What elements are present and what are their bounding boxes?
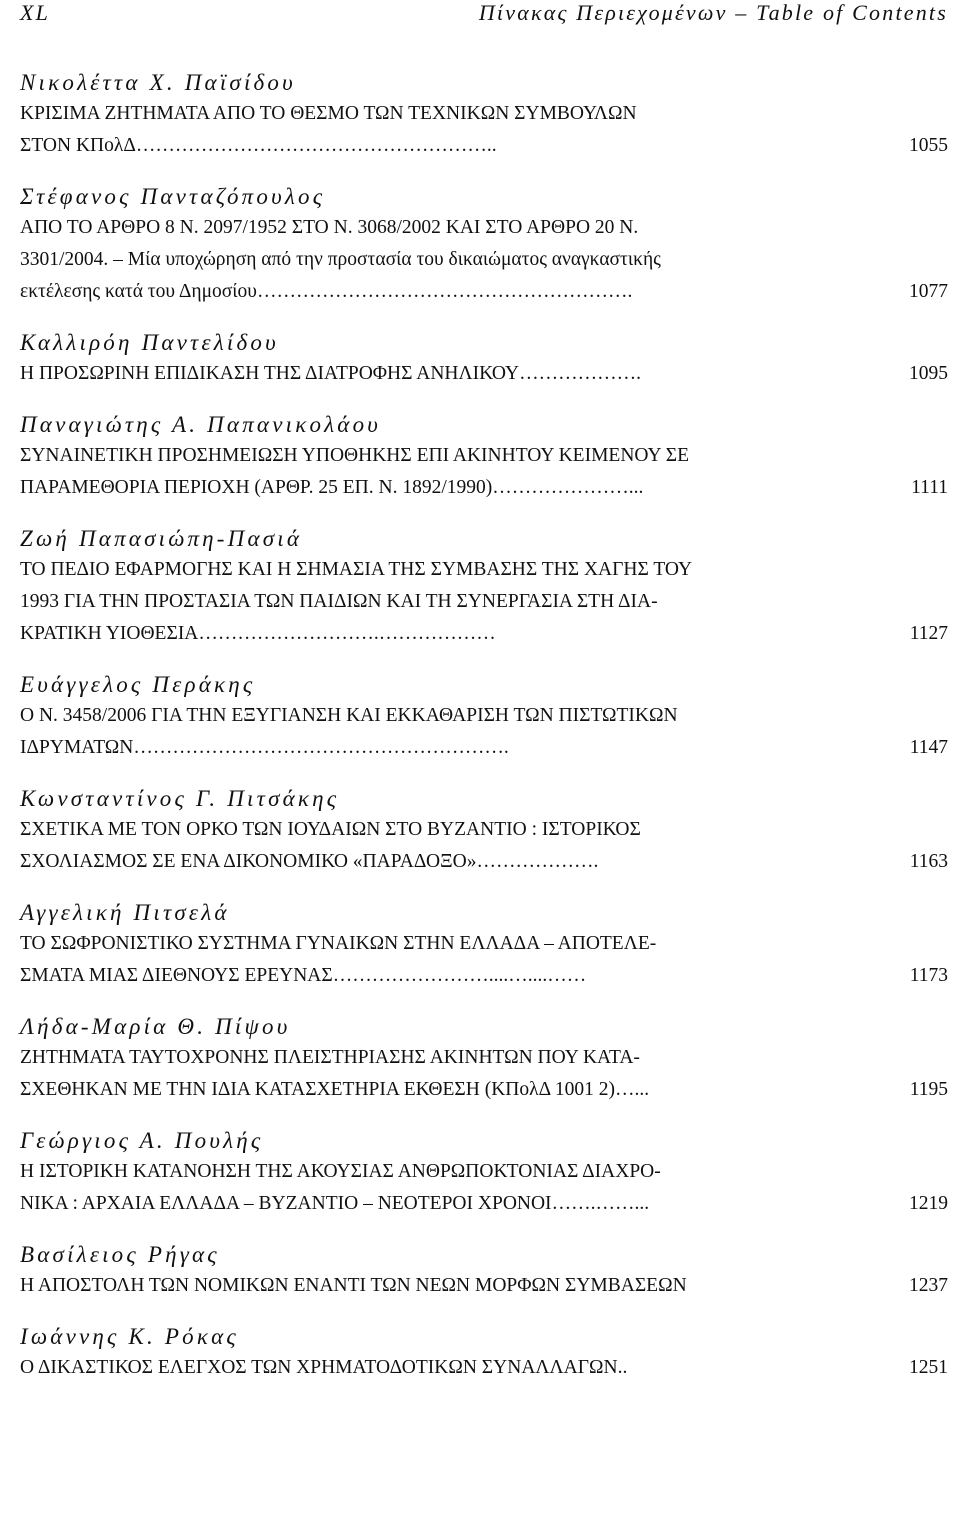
toc-entry xyxy=(20,68,948,162)
toc-title-line xyxy=(20,1270,948,1302)
toc-entry xyxy=(20,784,948,878)
toc-title-line xyxy=(20,846,948,878)
toc-title-line xyxy=(20,276,948,308)
toc-title-text: ΣΧΕΤΙΚΑ ΜΕ ΤΟΝ ΟΡΚΟ ΤΩΝ ΙΟΥΔΑΙΩΝ ΣΤΟ ΒΥΖΑΝΤΙΟ : ΙΣΤΟΡΙΚΟΣ xyxy=(20,819,641,840)
toc-title-line xyxy=(20,960,948,992)
entry-gap xyxy=(20,162,948,182)
entry-gap xyxy=(20,504,948,524)
toc-title-text: Η ΑΠΟΣΤΟΛΗ ΤΩΝ ΝΟΜΙΚΩΝ ΕΝΑΝΤΙ ΤΩΝ ΝΕΩΝ ΜΟΡΦΩΝ ΣΥΜΒΑΣΕΩΝ xyxy=(20,1275,687,1296)
toc-page-number: 1147 xyxy=(909,737,948,758)
toc-page-number: 1237 xyxy=(909,1275,948,1296)
toc-author: Νικολέττα Χ. Παϊσίδου xyxy=(20,70,296,95)
entry-gap xyxy=(20,1302,948,1322)
toc-author: Γεώργιος Α. Πουλής xyxy=(20,1128,264,1153)
toc-title-line xyxy=(20,244,948,276)
toc-entry xyxy=(20,898,948,992)
header-gap xyxy=(20,34,948,68)
toc-title-line xyxy=(20,586,948,618)
toc-title-line xyxy=(20,358,948,390)
entry-gap xyxy=(20,650,948,670)
toc-leader: ………………. xyxy=(476,851,599,872)
toc-title-line xyxy=(20,814,948,846)
toc-page-number: 1173 xyxy=(909,965,948,986)
toc-leader: ………………. xyxy=(519,363,641,384)
toc-title-text: Η ΠΡΟΣΩΡΙΝΗ ΕΠΙΔΙΚΑΣΗ ΤΗΣ ΔΙΑΤΡΟΦΗΣ ΑΝΗΛΙΚΟΥ xyxy=(20,363,520,384)
toc-entry xyxy=(20,328,948,390)
toc-page-number: 1111 xyxy=(911,477,948,498)
toc-leader: ……………………….……………… xyxy=(198,623,496,644)
toc-page-number: 1095 xyxy=(909,363,948,384)
toc-author: Αγγελική Πιτσελά xyxy=(20,900,230,925)
entry-gap xyxy=(20,390,948,410)
page-number-roman: XL xyxy=(20,0,51,25)
entry-gap xyxy=(20,992,948,1012)
entry-gap xyxy=(20,308,948,328)
toc-page-number: 1055 xyxy=(909,135,948,156)
toc-leader: …………………... xyxy=(492,477,644,498)
toc-title-text: ΑΠΟ ΤΟ ΑΡΘΡΟ 8 Ν. 2097/1952 ΣΤΟ Ν. 3068/2002 ΚΑΙ ΣΤΟ ΑΡΘΡΟ 20 Ν. xyxy=(20,217,639,238)
toc-page-number: 1163 xyxy=(909,851,948,872)
toc-author: Βασίλειος Ρήγας xyxy=(20,1242,220,1267)
toc-title-line xyxy=(20,618,948,650)
toc-author: Ευάγγελος Περάκης xyxy=(20,672,256,697)
toc-leader: …... xyxy=(615,1079,650,1100)
entry-gap xyxy=(20,1106,948,1126)
toc-author: Ιωάννης Κ. Ρόκας xyxy=(20,1324,239,1349)
toc-title-text: ΖΗΤΗΜΑΤΑ ΤΑΥΤΟΧΡΟΝΗΣ ΠΛΕΙΣΤΗΡΙΑΣΗΣ ΑΚΙΝΗΤΩΝ ΠΟΥ ΚΑΤΑ- xyxy=(20,1047,640,1068)
toc-entry xyxy=(20,524,948,650)
toc-title-line xyxy=(20,700,948,732)
toc-leader: …….……... xyxy=(551,1193,650,1214)
toc-author: Στέφανος Πανταζόπουλος xyxy=(20,184,326,209)
toc-title-text: Ο Ν. 3458/2006 ΓΙΑ ΤΗΝ ΕΞΥΓΙΑΝΣΗ ΚΑΙ ΕΚΚΑΘΑΡΙΣΗ ΤΩΝ ΠΙΣΤΩΤΙΚΩΝ xyxy=(20,705,678,726)
toc-author: Κωνσταντίνος Γ. Πιτσάκης xyxy=(20,786,340,811)
toc-page-number: 1251 xyxy=(909,1357,948,1378)
toc-entry xyxy=(20,670,948,764)
toc-title-text: ΚΡΙΣΙΜΑ ΖΗΤΗΜΑΤΑ ΑΠΟ ΤΟ ΘΕΣΜΟ ΤΩΝ ΤΕΧΝΙΚΩΝ ΣΥΜΒΟΥΛΩΝ xyxy=(20,103,637,124)
toc-title-text: ΝΙΚΑ : ΑΡΧΑΙΑ ΕΛΛΑΔΑ – ΒΥΖΑΝΤΙΟ – ΝΕΟΤΕΡΟΙ ΧΡΟΝΟΙ xyxy=(20,1193,552,1214)
toc-title-line xyxy=(20,1188,948,1220)
toc-author: Λήδα-Μαρία Θ. Πίψου xyxy=(20,1014,291,1039)
toc-author: Παναγιώτης Α. Παπανικολάου xyxy=(20,412,382,437)
toc-title-text: ΙΔΡΥΜΑΤΩΝ xyxy=(20,737,134,758)
toc-title-text: ΚΡΑΤΙΚΗ ΥΙΟΘΕΣΙΑ xyxy=(20,623,199,644)
toc-title-text: ΣΧΕΘΗΚΑΝ ΜΕ ΤΗΝ ΙΔΙΑ ΚΑΤΑΣΧΕΤΗΡΙΑ ΕΚΘΕΣΗ (ΚΠολΔ 1001 2) xyxy=(20,1079,616,1100)
toc-entry xyxy=(20,1012,948,1106)
toc-title-line xyxy=(20,1156,948,1188)
toc-title-text: ΤΟ ΠΕΔΙΟ ΕΦΑΡΜΟΓΗΣ ΚΑΙ Η ΣΗΜΑΣΙΑ ΤΗΣ ΣΥΜΒΑΣΗΣ ΤΗΣ ΧΑΓΗΣ ΤΟΥ xyxy=(20,559,693,580)
toc-author: Ζωή Παπασιώπη-Πασιά xyxy=(20,526,303,551)
toc-title-line xyxy=(20,732,948,764)
toc-title-text: εκτέλεσης κατά του Δημοσίου xyxy=(20,281,257,302)
toc-title-text: ΣΥΝΑΙΝΕΤΙΚΗ ΠΡΟΣΗΜΕΙΩΣΗ ΥΠΟΘΗΚΗΣ ΕΠΙ ΑΚΙΝΗΤΟΥ ΚΕΙΜΕΝΟΥ ΣΕ xyxy=(20,445,690,466)
toc-leader: …………………………………………………. xyxy=(133,737,509,758)
toc-leader: ……………………………………………….. xyxy=(135,135,497,156)
toc-leader: ……………………....…....…… xyxy=(332,965,587,986)
toc-title-text: Η ΙΣΤΟΡΙΚΗ ΚΑΤΑΝΟΗΣΗ ΤΗΣ ΑΚΟΥΣΙΑΣ ΑΝΘΡΩΠΟΚΤΟΝΙΑΣ ΔΙΑΧΡΟ- xyxy=(20,1161,661,1182)
toc-title-text: ΠΑΡΑΜΕΘΟΡΙΑ ΠΕΡΙΟΧΗ (ΑΡΘΡ. 25 ΕΠ. Ν. 1892/1990) xyxy=(20,477,493,498)
toc-page-number: 1195 xyxy=(909,1079,948,1100)
toc-leader: …………………………………………………. xyxy=(256,281,633,302)
toc-leader: .. xyxy=(617,1357,628,1378)
entry-gap xyxy=(20,1220,948,1240)
toc-entry xyxy=(20,1322,948,1384)
toc-title-line xyxy=(20,130,948,162)
toc-entry xyxy=(20,1126,948,1220)
toc-title-text: ΣΤΟΝ ΚΠολΔ xyxy=(20,135,136,156)
toc-title-line xyxy=(20,440,948,472)
running-title: Πίνακας Περιεχομένων – Table of Contents xyxy=(478,0,948,25)
toc-title-line xyxy=(20,212,948,244)
toc-title-text: 1993 ΓΙΑ ΤΗΝ ΠΡΟΣΤΑΣΙΑ ΤΩΝ ΠΑΙΔΙΩΝ ΚΑΙ ΤΗ ΣΥΝΕΡΓΑΣΙΑ ΣΤΗ ΔΙΑ- xyxy=(20,591,658,612)
page-header xyxy=(20,0,948,34)
toc-page-number: 1077 xyxy=(909,281,948,302)
toc-title-line xyxy=(20,1042,948,1074)
toc-title-line xyxy=(20,98,948,130)
toc-page-number: 1127 xyxy=(909,623,948,644)
entry-gap xyxy=(20,878,948,898)
toc-title-line xyxy=(20,1352,948,1384)
toc-title-line xyxy=(20,1074,948,1106)
toc-entry xyxy=(20,182,948,308)
toc-title-line xyxy=(20,928,948,960)
toc-title-text: ΣΜΑΤΑ ΜΙΑΣ ΔΙΕΘΝΟΥΣ ΕΡΕΥΝΑΣ xyxy=(20,965,333,986)
toc-page-number: 1219 xyxy=(909,1193,948,1214)
toc-title-line xyxy=(20,472,948,504)
toc-title-text: 3301/2004. – Μία υποχώρηση από την προστασία του δικαιώματος αναγκαστικής xyxy=(20,249,661,270)
toc-list xyxy=(20,68,948,1384)
toc-title-text: Ο ΔΙΚΑΣΤΙΚΟΣ ΕΛΕΓΧΟΣ ΤΩΝ ΧΡΗΜΑΤΟΔΟΤΙΚΩΝ ΣΥΝΑΛΛΑΓΩΝ xyxy=(20,1357,618,1378)
toc-entry xyxy=(20,410,948,504)
toc-title-text: ΤΟ ΣΩΦΡΟΝΙΣΤΙΚΟ ΣΥΣΤΗΜΑ ΓΥΝΑΙΚΩΝ ΣΤΗΝ ΕΛΛΑΔΑ – ΑΠΟΤΕΛΕ- xyxy=(20,933,657,954)
entry-gap xyxy=(20,764,948,784)
toc-entry xyxy=(20,1240,948,1302)
toc-title-line xyxy=(20,554,948,586)
toc-title-text: ΣΧΟΛΙΑΣΜΟΣ ΣΕ ΕΝΑ ΔΙΚΟΝΟΜΙΚΟ «ΠΑΡΑΔΟΞΟ» xyxy=(20,851,477,872)
toc-author: Καλλιρόη Παντελίδου xyxy=(20,330,279,355)
